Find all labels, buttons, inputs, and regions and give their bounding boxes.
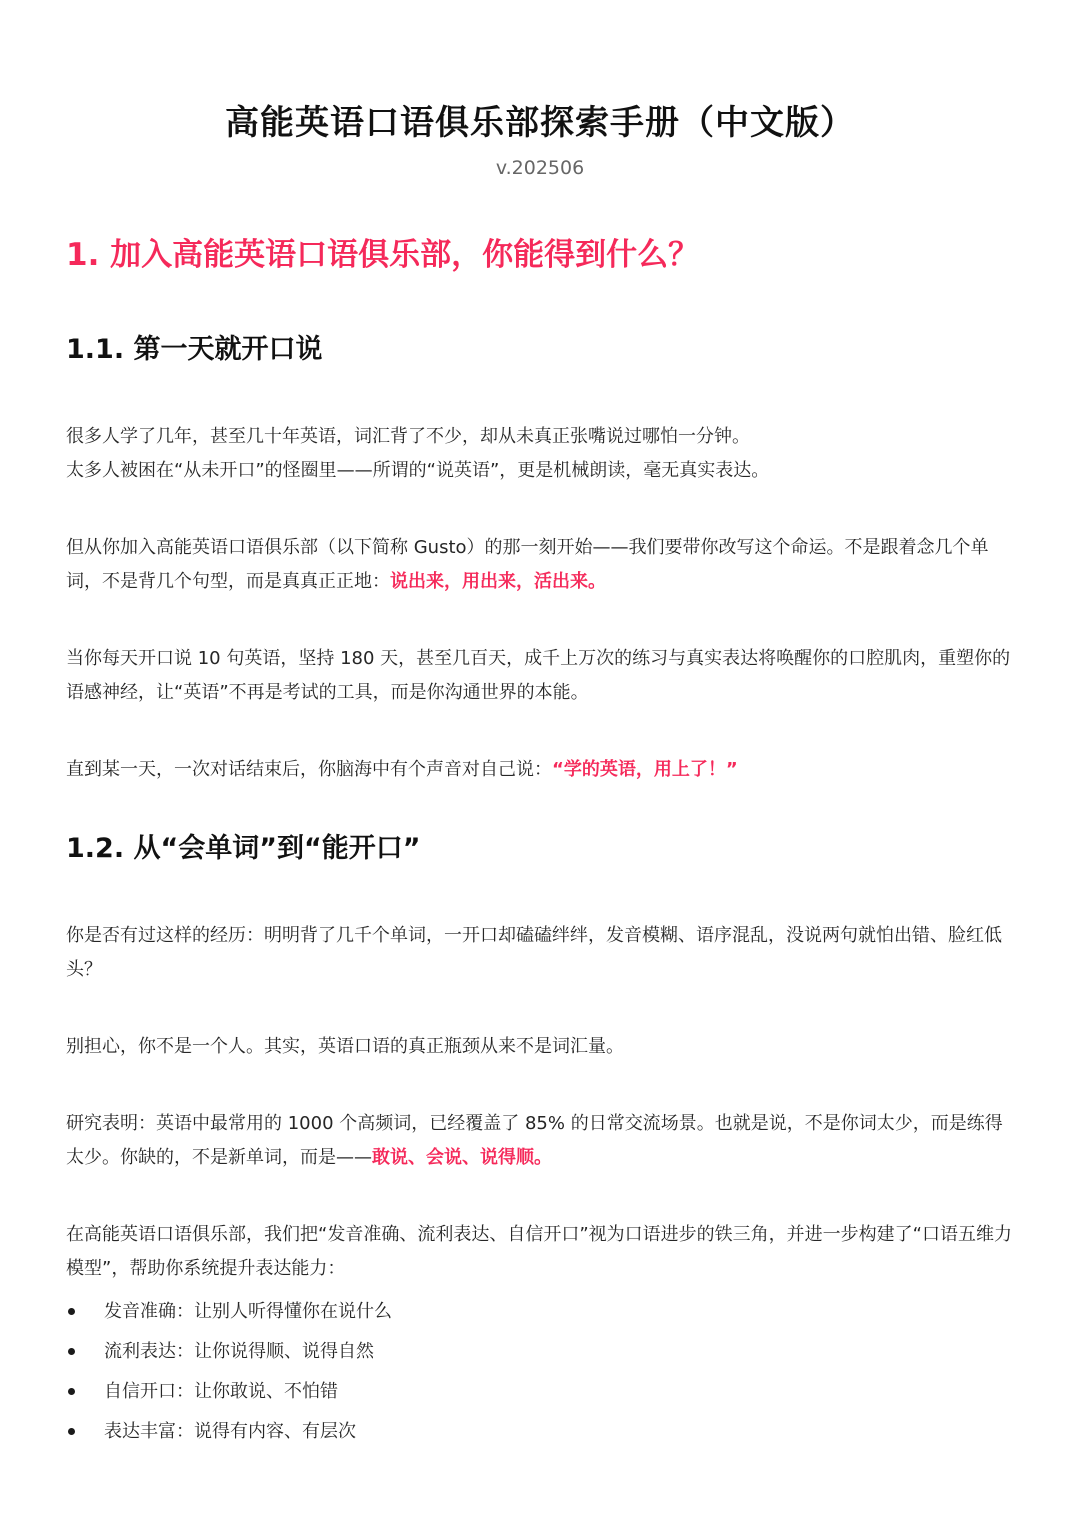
paragraph: 别担心，你不是一个人。其实，英语口语的真正瓶颈从来不是词汇量。 — [66, 1036, 624, 1057]
list-item-text: 自信开口：让你敢说、不怕错 — [104, 1381, 338, 1402]
subsection-heading-1-2: 1.2. 从“会单词”到“能开口” — [66, 833, 421, 864]
paragraph-line: 太多人被困在“从未开口”的怪圈里——所谓的“说英语”，更是机械朗读，毫无真实表达。 — [66, 460, 770, 481]
highlight-text: 说出来，用出来，活出来。 — [390, 571, 606, 592]
list-item-text: 流利表达：让你说得顺、说得自然 — [104, 1341, 374, 1362]
subsection-heading-1-1: 1.1. 第一天就开口说 — [66, 334, 323, 365]
bullet-icon — [68, 1428, 75, 1435]
paragraph-line: 很多人学了几年，甚至几十年英语，词汇背了不少，却从未真正张嘴说过哪怕一分钟。 — [66, 426, 750, 447]
highlight-text: 敢说、会说、说得顺。 — [372, 1147, 552, 1168]
document-version: v.202506 — [495, 157, 585, 179]
bullet-icon — [68, 1308, 75, 1315]
list-item — [66, 1412, 1014, 1452]
highlight-text: “学的英语，用上了！” — [552, 759, 738, 780]
paragraph: 当你每天开口说 10 句英语，坚持 180 天，甚至几百天，成千上万次的练习与真实表达将唤醒你的口腔肌肉，重塑你的语感神经，让“英语”不再是考试的工具，而是你沟通世界的本能。 — [66, 648, 1011, 703]
paragraph — [66, 1107, 1014, 1175]
document-title: 高能英语口语俱乐部探索手册（中文版） — [225, 103, 855, 143]
paragraph: 你是否有过这样的经历：明明背了几千个单词，一开口却磕磕绊绊，发音模糊、语序混乱，没说两句就怕出错、脸红低头？ — [66, 925, 1002, 980]
paragraph: 在高能英语口语俱乐部，我们把“发音准确、流利表达、自信开口”视为口语进步的铁三角，并进一步构建了“口语五维力模型”，帮助你系统提升表达能力： — [66, 1224, 1012, 1279]
list-item — [66, 1372, 1014, 1412]
paragraph-text: 但从你加入高能英语口语俱乐部（以下简称 Gusto）的那一刻开始——我们要带你改写这个命运。不是跟着念几个单词，不是背几个句型，而是真真正正地： — [66, 537, 989, 592]
bullet-icon — [68, 1348, 75, 1355]
paragraph — [66, 531, 1014, 599]
paragraph — [66, 753, 1014, 787]
list-item-text: 发音准确：让别人听得懂你在说什么 — [104, 1301, 392, 1322]
paragraph-text: 研究表明：英语中最常用的 1000 个高频词，已经覆盖了 85% 的日常交流场景。也就是说，不是你词太少，而是练得太少。你缺的，不是新单词，而是—— — [66, 1113, 1003, 1168]
list-item — [66, 1332, 1014, 1372]
bullet-list — [66, 1292, 1014, 1452]
bullet-icon — [68, 1388, 75, 1395]
list-item — [66, 1292, 1014, 1332]
list-item-text: 表达丰富：说得有内容、有层次 — [104, 1421, 356, 1442]
section-heading-1: 1. 加入高能英语口语俱乐部，你能得到什么？ — [66, 237, 700, 273]
paragraph-text: 直到某一天，一次对话结束后，你脑海中有个声音对自己说： — [66, 759, 552, 780]
